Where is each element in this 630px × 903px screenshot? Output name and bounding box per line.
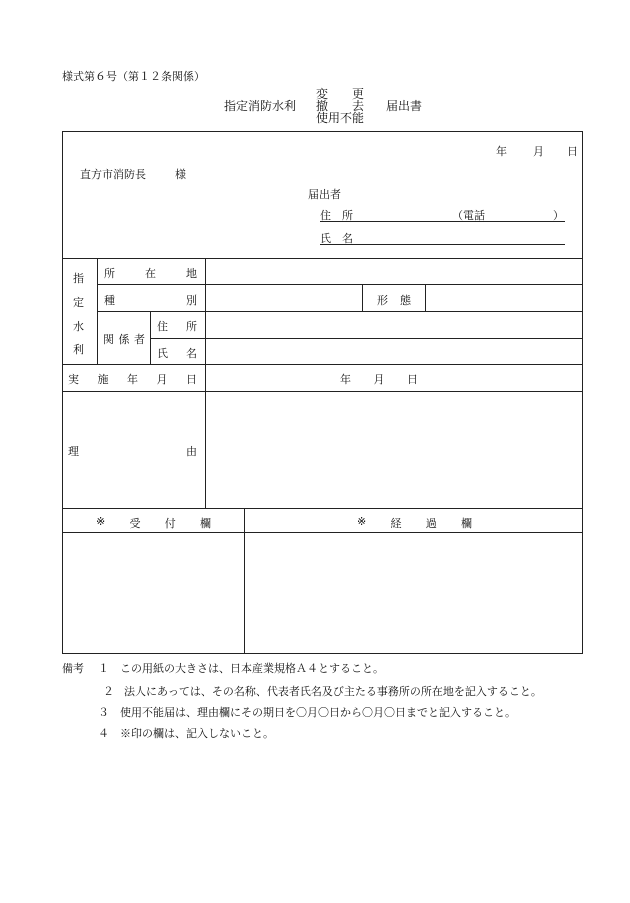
type-label-1: 種	[104, 294, 115, 307]
date-row-label-4: 月	[156, 373, 168, 386]
progress-header	[357, 515, 472, 531]
applicant-label: 届出者	[308, 188, 341, 201]
row-divider-6	[62, 508, 583, 509]
group-label-1: 指	[73, 272, 84, 285]
type-label	[104, 292, 197, 308]
col-divider-type	[362, 284, 363, 311]
note-text-4: ※印の欄は、記入しないこと。	[120, 727, 274, 740]
reception-header-4: 欄	[199, 517, 211, 530]
group-label-3: 水	[73, 320, 84, 333]
party-label-3: 者	[134, 333, 145, 346]
party-label-1: 関	[103, 333, 114, 346]
reason-label-1: 理	[68, 445, 79, 458]
reason-label-2: 由	[186, 445, 197, 458]
date-row-label-3: 年	[127, 373, 138, 386]
note-num-2: ２	[103, 685, 114, 698]
title-option-removal: 撤 去	[316, 99, 365, 113]
reception-header-2: 受	[129, 517, 141, 530]
note-num-4: ４	[98, 727, 109, 740]
date-row-label-5: 日	[186, 373, 197, 386]
addressee-name: 直方市消防長	[80, 168, 146, 181]
party-name-label	[157, 345, 197, 361]
note-num-3: ３	[98, 706, 109, 719]
applicant-address-field[interactable]	[320, 207, 565, 222]
reason-label	[68, 443, 197, 459]
date-row-value[interactable]	[340, 371, 418, 387]
progress-header-2: 経	[390, 517, 402, 530]
form-label-2: 態	[400, 294, 411, 307]
applicant-phone-close: ）	[553, 209, 564, 222]
progress-header-4: 欄	[460, 517, 472, 530]
location-field[interactable]	[206, 259, 582, 284]
date-month-label: 月	[533, 145, 544, 158]
type-field[interactable]	[206, 285, 362, 311]
party-address-field[interactable]	[206, 312, 582, 338]
location-label-1: 所	[104, 267, 115, 280]
location-label-3: 地	[186, 267, 197, 280]
party-address-label-1: 住	[157, 320, 168, 333]
date-day-label: 日	[567, 145, 578, 158]
title-prefix: 指定消防水利	[224, 99, 297, 113]
col-divider-group	[97, 258, 98, 364]
reason-field[interactable]	[206, 392, 582, 508]
group-label-2: 定	[73, 296, 84, 309]
applicant-phone-open: （電話	[452, 209, 485, 222]
form-number: 様式第６号（第１２条関係）	[62, 70, 205, 83]
party-name-label-1: 氏	[157, 347, 168, 360]
reception-header-1: ※	[96, 515, 106, 528]
location-label	[104, 265, 197, 281]
date-year-label: 年	[496, 145, 507, 158]
addressee-honorific: 様	[175, 168, 186, 181]
reception-header	[96, 515, 211, 531]
date-row-year: 年	[340, 373, 351, 386]
col-divider-party	[150, 311, 151, 364]
form-label	[377, 292, 411, 308]
date-row-label	[68, 371, 197, 387]
title-option-unusable: 使用不能	[316, 111, 365, 125]
form-field[interactable]	[426, 285, 582, 311]
type-label-2: 別	[186, 294, 197, 307]
note-num-1: １	[98, 662, 109, 675]
note-text-2: 法人にあっては、その名称、代表者氏名及び主たる事務所の所在地を記入すること。	[124, 685, 542, 698]
note-text-1: この用紙の大きさは、日本産業規格Ａ４とすること。	[120, 662, 384, 675]
applicant-address-label: 住 所	[320, 209, 353, 222]
group-label-4: 利	[73, 343, 84, 356]
date-row-label-1: 実	[68, 373, 79, 386]
date-row-month: 月	[373, 373, 385, 386]
row-divider-4	[62, 364, 583, 365]
applicant-name-label: 氏 名	[320, 232, 353, 245]
progress-header-1: ※	[357, 515, 367, 528]
party-label	[103, 331, 145, 347]
title-suffix: 届出書	[386, 99, 423, 113]
progress-header-3: 過	[425, 517, 437, 530]
date-row-label-2: 施	[97, 373, 109, 386]
party-address-label-2: 所	[186, 320, 197, 333]
party-label-2: 係	[118, 333, 130, 346]
party-name-label-2: 名	[186, 347, 197, 360]
form-label-1: 形	[377, 294, 388, 307]
reception-field	[63, 533, 244, 653]
party-name-field[interactable]	[206, 339, 582, 364]
applicant-name-field[interactable]	[320, 230, 565, 245]
note-text-3: 使用不能届は、理由欄にその期日を〇月〇日から〇月〇日までと記入すること。	[120, 706, 516, 719]
notes-heading: 備考	[62, 662, 84, 675]
date-row-day: 日	[407, 373, 418, 386]
title-option-change: 変 更	[316, 87, 365, 101]
reception-header-3: 付	[164, 517, 176, 530]
progress-field	[245, 533, 582, 653]
party-address-label	[157, 318, 197, 334]
location-label-2: 在	[145, 267, 156, 280]
